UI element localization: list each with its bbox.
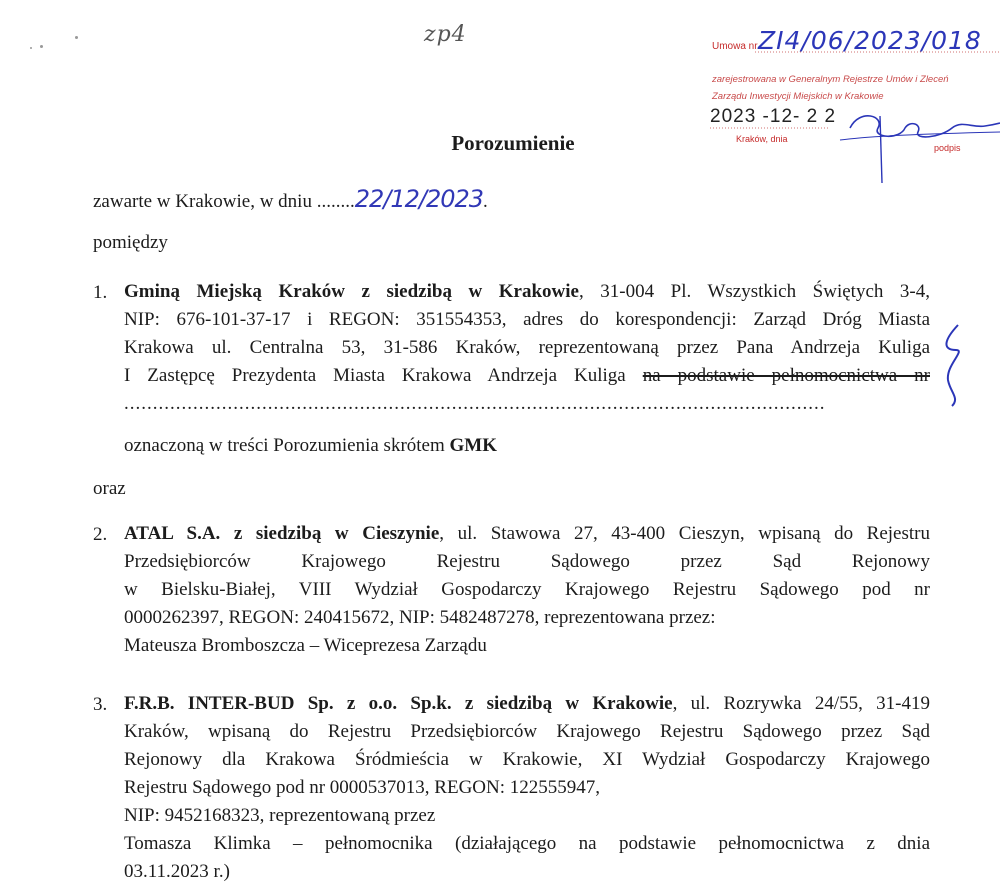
stamp-number-label: Umowa nr [712, 41, 758, 52]
party-number: 2. [93, 524, 108, 545]
party-3-block [124, 690, 930, 886]
party-text: Rejonowy dla Krakowa Śródmieścia w Krakowie, XI Wydział Gospodarczy Krajowego [124, 749, 930, 770]
intro-line [93, 185, 488, 213]
party-text: , ul. Rozrywka 24/55, 31-419 [672, 693, 930, 714]
party-text: Tomasza Klimka – pełnomocnika (działającego na podstawie pełnomocnictwa z dnia [124, 833, 930, 854]
party-text: 03.11.2023 r.) [124, 861, 230, 882]
party-text: Mateusza Bromboszcza – Wiceprezesa Zarządu [124, 635, 487, 656]
registration-stamp [700, 28, 1000, 188]
intro-dots: ........ [316, 191, 355, 212]
document-title: Porozumienie [451, 131, 575, 155]
between-label: pomiędzy [93, 232, 168, 253]
party-text: 0000262397, REGON: 240415672, NIP: 5482487278, reprezentowana przez: [124, 607, 716, 628]
stamp-signature-label: podpis [934, 143, 961, 153]
party-text: oznaczoną w treści Porozumienia skrótem [124, 435, 450, 456]
party-number: 1. [93, 282, 108, 303]
party-name: ATAL S.A. z siedzibą w Cieszynie [124, 523, 440, 544]
party-text: NIP: 676-101-37-17 i REGON: 351554353, adres do korespondencji: Zarząd Dróg Miasta [124, 309, 930, 330]
handwritten-note: zp4 [424, 22, 467, 47]
intro-prefix: zawarte w Krakowie, w dniu [93, 191, 317, 212]
party-text: , 31-004 Pl. Wszystkich Świętych 3-4, [579, 281, 930, 302]
party-2-block [124, 520, 930, 660]
party-text: Krakowa ul. Centralna 53, 31-586 Kraków, reprezentowaną przez Pana Andrzeja Kuliga [124, 337, 930, 358]
party-text: , ul. Stawowa 27, 43-400 Cieszyn, wpisaną do Rejestru [439, 523, 930, 544]
party-1-block [124, 278, 930, 460]
stamp-registered-line: Zarządu Inwestycji Miejskich w Krakowie [712, 91, 884, 102]
party-name: Gminą Miejską Kraków z siedzibą w Krakowie [124, 281, 579, 302]
margin-initial-mark [938, 320, 968, 410]
scan-speck [30, 47, 32, 49]
stamp-registered-line: zarejestrowana w Generalnym Rejestrze Umów i Zleceń [712, 74, 949, 85]
party-text: I Zastępcę Prezydenta Miasta Krakowa Andrzeja Kuliga [124, 365, 626, 386]
blank-dots-line: .......................................................................................................................... [124, 393, 826, 414]
stamp-date: 2023 -12- 2 2 [710, 106, 837, 127]
scan-speck [40, 45, 43, 48]
party-name: F.R.B. INTER-BUD Sp. z o.o. Sp.k. z siedzibą w Krakowie [124, 693, 673, 714]
intro-dots-end: . [483, 191, 488, 212]
party-number: 3. [93, 694, 108, 715]
party-text: w Bielsku-Białej, VIII Wydział Gospodarczy Krajowego Rejestru Sądowego pod nr [124, 579, 930, 600]
stamp-place-label: Kraków, dnia [736, 134, 788, 144]
and-label: oraz [93, 478, 126, 499]
party-text: NIP: 9452168323, reprezentowaną przez [124, 805, 436, 826]
party-abbreviation: GMK [449, 435, 498, 456]
party-text: Kraków, wpisaną do Rejestru Przedsiębiorców Krajowego Rejestru Sądowego przez Sąd [124, 721, 930, 742]
stamp-number-value: ZI4/06/2023/018 [758, 26, 982, 55]
party-text: Rejestru Sądowego pod nr 0000537013, REGON: 122555947, [124, 777, 601, 798]
party-text: Przedsiębiorców Krajowego Rejestru Sądowego przez Sąd Rejonowy [124, 551, 930, 572]
handwritten-date: 22/12/2023 [354, 185, 484, 213]
scan-speck [75, 36, 78, 39]
struck-text: na podstawie pełnomocnictwa nr [642, 365, 930, 386]
